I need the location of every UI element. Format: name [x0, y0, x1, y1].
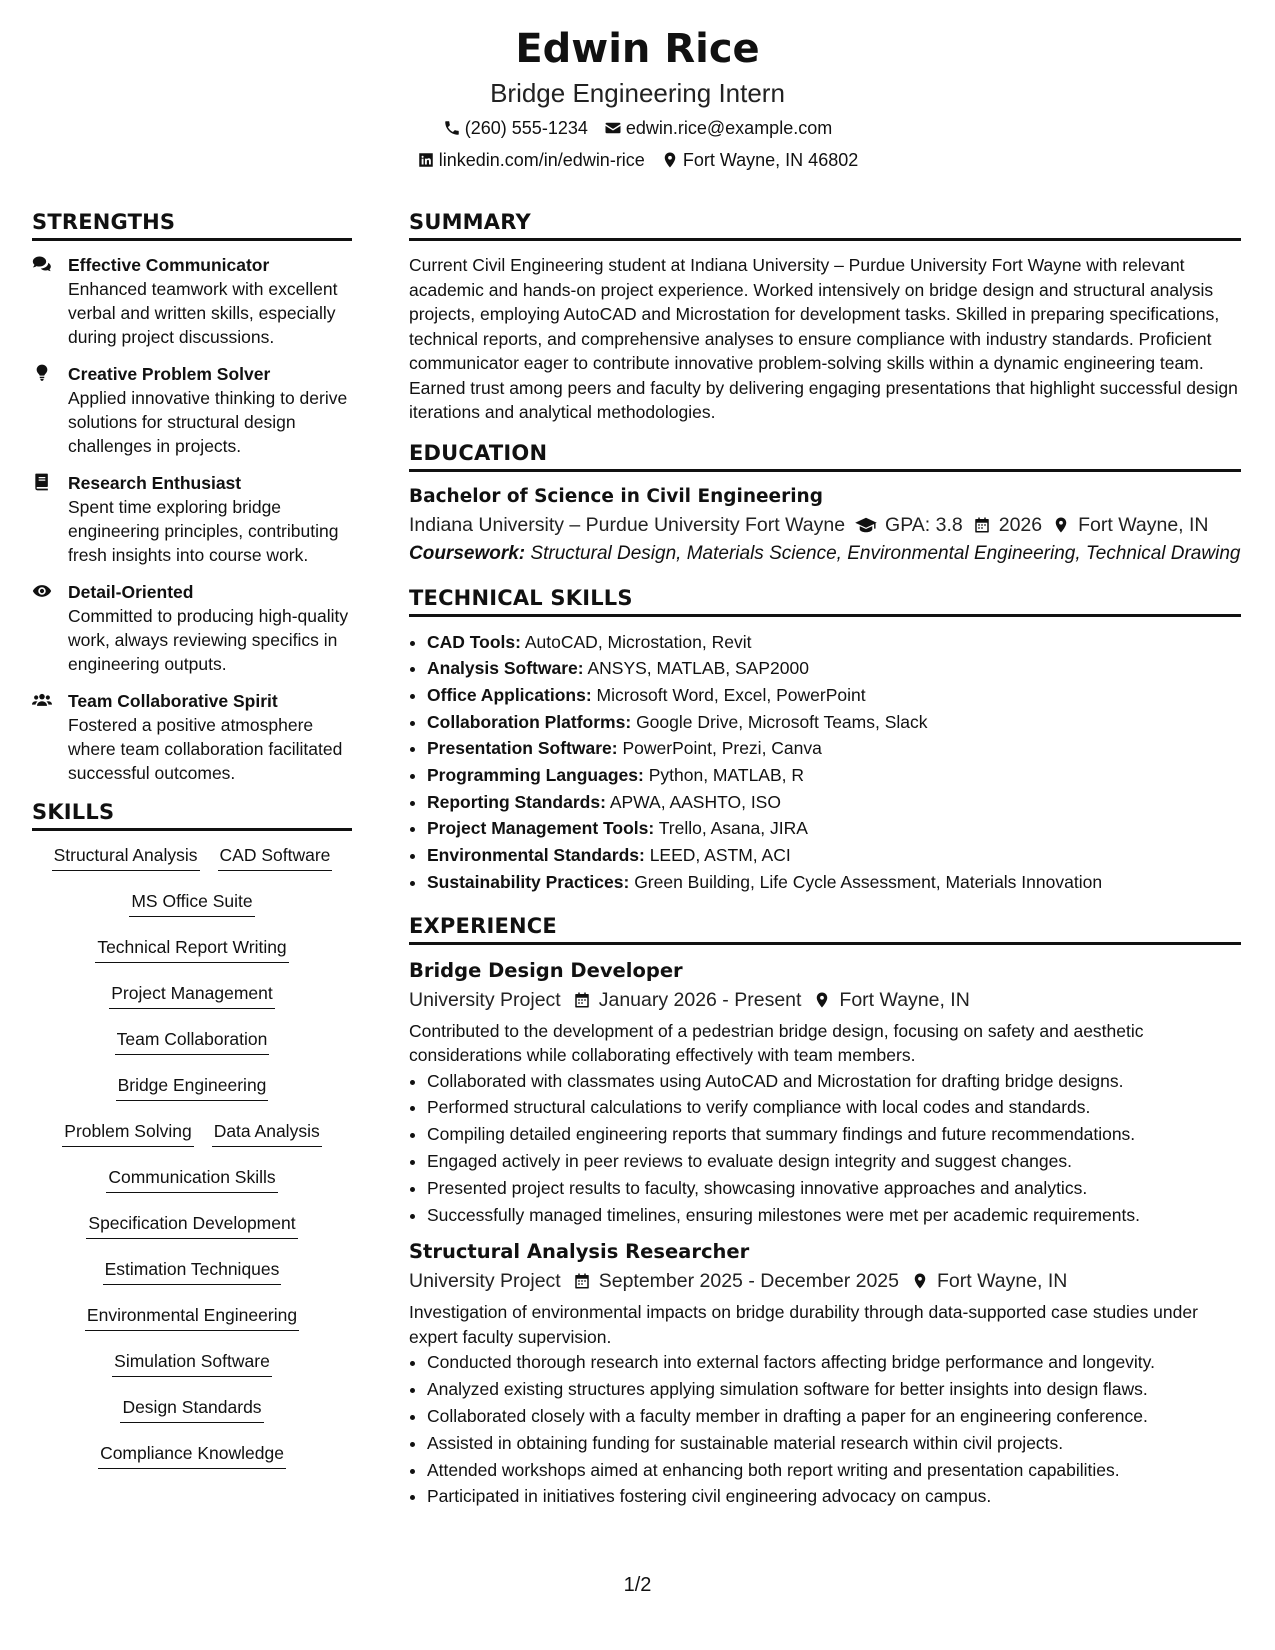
job-location-text: Fort Wayne, IN	[839, 988, 970, 1011]
coursework	[409, 542, 1241, 566]
graduation-cap-icon	[855, 516, 877, 534]
tech-value: APWA, AASHTO, ISO	[609, 791, 781, 812]
tech-label: Programming Languages:	[427, 765, 644, 786]
strength-title: Effective Communicator	[68, 255, 270, 275]
left-column	[32, 208, 352, 1487]
strength-item	[32, 689, 352, 785]
list-item: • Presented project results to faculty, showcasing innovative approaches and analytics.	[427, 1175, 1241, 1202]
skill-tag: Simulation Software	[112, 1349, 272, 1377]
summary-text: Current Civil Engineering student at Indiana University – Purdue University Fort Wayne with relevant academic and hands-on project experience. Worked intensively on bridge design and structural analysis projects, employing AutoCAD and Microstation for development tasks. Skilled in preparing specifications, technical reports, and comprehensive analyses to ensure compliance with industry standards. Proficient communicator eager to contribute innovative problem-solving skills within a dynamic engineering team. Earned trust among peers and faculty by delivering engaging presentations that highlight successful design iterations and analytical methodologies.	[409, 255, 1238, 422]
skill-tag: Project Management	[109, 981, 274, 1009]
strength-item	[32, 471, 352, 567]
job-title: Structural Analysis Researcher	[409, 1240, 750, 1264]
summary-heading: SUMMARY	[409, 208, 1241, 241]
job-title: Bridge Design Developer	[409, 958, 683, 982]
map-marker-icon	[661, 151, 679, 169]
list-item	[427, 869, 1241, 896]
map-marker-icon	[813, 991, 831, 1009]
skill-tag: Design Standards	[120, 1395, 263, 1423]
skill-tag: Specification Development	[86, 1211, 297, 1239]
skill-tag: Data Analysis	[212, 1119, 322, 1147]
year-text: 2026	[998, 513, 1043, 536]
strength-title: Research Enthusiast	[68, 473, 242, 493]
job-bullets	[409, 1068, 1241, 1229]
school-name	[409, 510, 845, 540]
skill-tag: Communication Skills	[106, 1165, 277, 1193]
skill-tag: Problem Solving	[62, 1119, 193, 1147]
strength-desc: Applied innovative thinking to derive solutions for structural design challenges in projects.	[68, 388, 348, 456]
job-bullets	[409, 1349, 1241, 1510]
job-meta	[409, 985, 1241, 1015]
eye-icon	[32, 582, 52, 600]
skills-heading: SKILLS	[32, 798, 352, 831]
candidate-name: Edwin Rice	[515, 26, 760, 72]
job-dates	[573, 985, 802, 1015]
list-item: • Analyzed existing structures applying simulation software for better insights into design flaws.	[427, 1376, 1241, 1403]
skill-tag: MS Office Suite	[129, 889, 254, 917]
contact-email[interactable]	[604, 116, 832, 140]
school-text: Indiana University – Purdue University Fort Wayne	[409, 513, 846, 536]
tech-label: CAD Tools:	[427, 631, 521, 652]
skill-tag: Environmental Engineering	[85, 1303, 299, 1331]
resume-header	[0, 22, 1275, 172]
degree-title: Bachelor of Science in Civil Engineering	[409, 485, 823, 507]
list-item: • Performed structural calculations to verify compliance with local codes and standards.	[427, 1094, 1241, 1121]
map-marker-icon	[911, 1272, 929, 1290]
strength-desc: Spent time exploring bridge engineering principles, contributing fresh insights into course work.	[68, 497, 339, 565]
list-item	[427, 709, 1241, 736]
contact-phone[interactable]	[443, 116, 588, 140]
skills-list	[32, 843, 352, 1487]
tech-label: Environmental Standards:	[427, 845, 645, 866]
list-item	[427, 842, 1241, 869]
list-item: • Compiling detailed engineering reports that summary findings and future recommendations.	[427, 1121, 1241, 1148]
job-meta	[409, 1266, 1241, 1296]
comments-icon	[32, 255, 52, 273]
list-item	[427, 762, 1241, 789]
list-item: • Collaborated closely with a faculty member in drafting a paper for an engineering conference.	[427, 1403, 1241, 1430]
skill-tag: CAD Software	[218, 843, 333, 871]
education-meta	[409, 510, 1241, 540]
tech-value: Green Building, Life Cycle Assessment, Materials Innovation	[634, 871, 1103, 892]
list-item: • Collaborated with classmates using AutoCAD and Microstation for drafting bridge designs.	[427, 1068, 1241, 1095]
skill-tag: Compliance Knowledge	[98, 1441, 286, 1469]
tech-value: LEED, ASTM, ACI	[649, 845, 791, 866]
list-item: • Attended workshops aimed at enhancing both report writing and presentation capabilities.	[427, 1457, 1241, 1484]
skill-tag: Structural Analysis	[52, 843, 200, 871]
coursework-label: Coursework:	[409, 542, 526, 564]
summary-section	[409, 208, 1241, 425]
list-item: • Successfully managed timelines, ensuring milestones were met per academic requirements.	[427, 1202, 1241, 1229]
gpa-text: GPA: 3.8	[885, 513, 963, 536]
tech-value: Microsoft Word, Excel, PowerPoint	[596, 684, 866, 705]
experience-section	[409, 912, 1241, 1511]
contact-row-1	[0, 116, 1275, 140]
gpa	[855, 510, 963, 540]
coursework-text: Structural Design, Materials Science, Environmental Engineering, Technical Drawing	[530, 542, 1241, 564]
job-dates-text: September 2025 - December 2025	[598, 1270, 899, 1293]
job-org	[409, 985, 561, 1015]
location-text: Fort Wayne, IN 46802	[682, 150, 859, 170]
job-dates-text: January 2026 - Present	[598, 988, 802, 1011]
graduation-year	[973, 510, 1042, 540]
tech-value: Python, MATLAB, R	[648, 765, 805, 786]
education-heading: EDUCATION	[409, 439, 1241, 472]
calendar-icon	[573, 991, 591, 1009]
users-icon	[32, 691, 52, 709]
job-dates	[573, 1266, 899, 1296]
tech-label: Presentation Software:	[427, 738, 618, 759]
page-number: 1/2	[623, 1574, 652, 1596]
book-icon	[32, 473, 52, 491]
linkedin-text: linkedin.com/in/edwin-rice	[438, 150, 645, 170]
skill-tag: Technical Report Writing	[95, 935, 288, 963]
list-item	[427, 789, 1241, 816]
strength-title: Creative Problem Solver	[68, 364, 271, 384]
list-item	[427, 735, 1241, 762]
job-org	[409, 1266, 561, 1296]
strength-item	[32, 580, 352, 676]
contact-location	[661, 148, 858, 172]
calendar-icon	[573, 1272, 591, 1290]
job-summary: Contributed to the development of a pedestrian bridge design, focusing on safety and aesthetic considerations while collaborating effectively with team members.	[409, 1020, 1144, 1066]
job-org-text: University Project	[409, 1270, 561, 1293]
list-item: • Participated in initiatives fostering civil engineering advocacy on campus.	[427, 1483, 1241, 1510]
list-item: • Assisted in obtaining funding for sustainable material research within civil projects.	[427, 1430, 1241, 1457]
tech-label: Sustainability Practices:	[427, 871, 630, 892]
contact-row-2	[0, 148, 1275, 172]
list-item	[427, 655, 1241, 682]
experience-heading: EXPERIENCE	[409, 912, 1241, 945]
email-text: edwin.rice@example.com	[625, 118, 833, 138]
strength-desc: Fostered a positive atmosphere where team collaboration facilitated successful outcomes.	[68, 715, 343, 783]
job-location	[911, 1266, 1067, 1296]
job-summary: Investigation of environmental impacts on bridge durability through data-supported case studies under expert faculty supervision.	[409, 1302, 1198, 1347]
tech-value: Trello, Asana, JIRA	[658, 818, 808, 839]
job-entry	[409, 1238, 1241, 1510]
strength-title: Detail-Oriented	[68, 582, 194, 602]
education-location	[1052, 510, 1208, 540]
education-section	[409, 439, 1241, 566]
list-item	[427, 629, 1241, 656]
tech-value: AutoCAD, Microstation, Revit	[524, 631, 752, 652]
lightbulb-icon	[32, 364, 52, 382]
phone-icon	[443, 119, 461, 137]
strength-title: Team Collaborative Spirit	[68, 691, 278, 711]
envelope-icon	[604, 119, 622, 137]
linkedin-icon	[417, 151, 435, 169]
tech-label: Analysis Software:	[427, 658, 584, 679]
tech-label: Reporting Standards:	[427, 791, 606, 812]
job-location	[813, 985, 969, 1015]
tech-label: Collaboration Platforms:	[427, 711, 632, 732]
skill-tag: Estimation Techniques	[103, 1257, 282, 1285]
technical-skills-section	[409, 584, 1241, 896]
job-entry	[409, 957, 1241, 1229]
tech-value: ANSYS, MATLAB, SAP2000	[587, 658, 809, 679]
list-item	[427, 815, 1241, 842]
tech-label: Office Applications:	[427, 684, 592, 705]
phone-text: (260) 555-1234	[464, 118, 588, 138]
strength-desc: Committed to producing high-quality work, always reviewing specifics in engineering outputs.	[68, 606, 349, 674]
job-location-text: Fort Wayne, IN	[936, 1270, 1068, 1293]
technical-skills-list	[409, 629, 1241, 896]
skill-tag: Bridge Engineering	[116, 1073, 269, 1101]
calendar-icon	[973, 516, 991, 534]
job-org-text: University Project	[409, 988, 561, 1011]
tech-value: PowerPoint, Prezi, Canva	[622, 738, 822, 759]
list-item: • Engaged actively in peer reviews to evaluate design integrity and suggest changes.	[427, 1148, 1241, 1175]
strengths-heading: STRENGTHS	[32, 208, 352, 241]
tech-value: Google Drive, Microsoft Teams, Slack	[636, 711, 928, 732]
tech-label: Project Management Tools:	[427, 818, 655, 839]
strength-item	[32, 253, 352, 349]
list-item	[427, 682, 1241, 709]
education-location-text: Fort Wayne, IN	[1078, 513, 1209, 536]
map-marker-icon	[1052, 516, 1070, 534]
right-column	[409, 208, 1241, 1524]
skill-tag: Team Collaboration	[115, 1027, 270, 1055]
list-item: • Conducted thorough research into external factors affecting bridge performance and longevity.	[427, 1349, 1241, 1376]
candidate-headline: Bridge Engineering Intern	[490, 78, 785, 108]
technical-skills-heading: TECHNICAL SKILLS	[409, 584, 1241, 617]
strength-desc: Enhanced teamwork with excellent verbal and written skills, especially during project discussions.	[68, 279, 338, 347]
contact-linkedin[interactable]	[417, 148, 645, 172]
strength-item	[32, 362, 352, 458]
